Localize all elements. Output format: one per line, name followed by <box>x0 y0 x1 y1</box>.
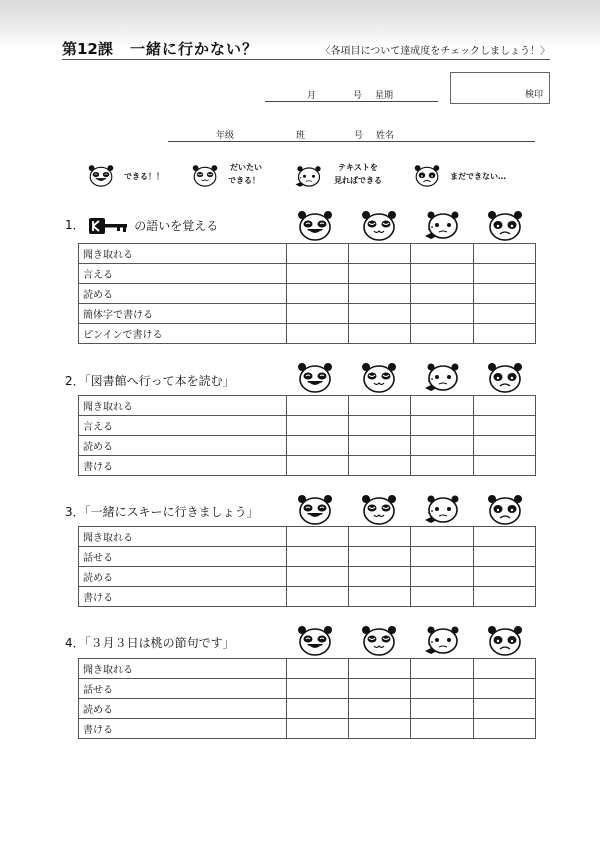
teacher-check-box[interactable] <box>450 72 550 104</box>
skill-label: 読める <box>79 567 287 587</box>
section-number: 2． <box>65 374 85 388</box>
check-cell[interactable] <box>348 699 410 719</box>
check-cell[interactable] <box>473 699 535 719</box>
skill-label: 読める <box>79 436 287 456</box>
legend-item-mostly <box>192 162 282 192</box>
check-cell[interactable] <box>286 436 348 456</box>
check-cell[interactable] <box>473 264 535 284</box>
check-cell[interactable] <box>348 456 410 476</box>
check-cell[interactable] <box>411 264 473 284</box>
check-cell[interactable] <box>286 456 348 476</box>
book-panda-icon <box>294 164 324 190</box>
skill-label: 言える <box>79 416 287 436</box>
content-panda-icon <box>361 362 397 394</box>
legend-label-line1: テキストを <box>338 163 378 172</box>
check-cell[interactable] <box>473 396 535 416</box>
check-cell[interactable] <box>473 456 535 476</box>
table-row <box>79 567 536 587</box>
check-cell[interactable] <box>473 659 535 679</box>
skill-label: 言える <box>79 264 287 284</box>
check-cell[interactable] <box>411 284 473 304</box>
month-label: 月 <box>307 91 317 101</box>
check-cell[interactable] <box>286 396 348 416</box>
check-cell[interactable] <box>286 264 348 284</box>
check-cell[interactable] <box>348 284 410 304</box>
check-cell[interactable] <box>473 284 535 304</box>
check-cell[interactable] <box>473 416 535 436</box>
check-cell[interactable] <box>348 567 410 587</box>
check-cell[interactable] <box>411 456 473 476</box>
section-2-face-headers <box>297 362 537 398</box>
sad-panda-icon <box>487 625 523 657</box>
check-cell[interactable] <box>348 304 410 324</box>
table-row <box>79 324 536 344</box>
check-cell[interactable] <box>348 527 410 547</box>
book-panda-icon <box>423 362 463 394</box>
legend-label: できる！！ <box>124 172 164 181</box>
number-label: 号 <box>354 131 364 141</box>
table-row <box>79 587 536 607</box>
table-row <box>79 304 536 324</box>
skill-label: 読める <box>79 284 287 304</box>
section-4-face-headers <box>297 625 537 661</box>
check-cell[interactable] <box>286 587 348 607</box>
check-cell[interactable] <box>286 284 348 304</box>
check-cell[interactable] <box>286 547 348 567</box>
check-cell[interactable] <box>411 396 473 416</box>
check-cell[interactable] <box>411 567 473 587</box>
title-row <box>62 34 550 60</box>
section-2-title <box>65 372 235 389</box>
smile-panda-icon <box>297 210 333 242</box>
table-row <box>79 527 536 547</box>
table-row <box>79 396 536 416</box>
content-panda-icon <box>192 164 218 188</box>
table-row <box>79 719 536 739</box>
sad-panda-icon <box>487 210 523 242</box>
section-1-face-headers <box>297 210 537 246</box>
table-row <box>79 659 536 679</box>
check-cell[interactable] <box>411 587 473 607</box>
section-4-title <box>65 634 235 651</box>
date-line[interactable] <box>265 88 438 102</box>
check-cell[interactable] <box>286 324 348 344</box>
check-cell[interactable] <box>473 719 535 739</box>
skill-label: 書ける <box>79 719 287 739</box>
lesson-title: 一緒に行かない？ <box>130 40 259 58</box>
check-cell[interactable] <box>473 436 535 456</box>
skill-label: 書ける <box>79 587 287 607</box>
class-label: 班 <box>296 131 306 141</box>
skill-label: 書ける <box>79 456 287 476</box>
section-2-table <box>78 395 536 476</box>
table-row <box>79 416 536 436</box>
check-cell[interactable] <box>411 324 473 344</box>
legend-item-with-text <box>294 162 404 192</box>
smile-panda-icon <box>297 494 333 526</box>
table-row <box>79 699 536 719</box>
smile-panda-icon <box>297 625 333 657</box>
smile-panda-icon <box>88 164 114 188</box>
content-panda-icon <box>361 625 397 657</box>
table-row <box>79 547 536 567</box>
check-cell[interactable] <box>473 244 535 264</box>
skill-label: 話せる <box>79 547 287 567</box>
check-cell[interactable] <box>411 547 473 567</box>
section-title-text: 「図書館へ行って本を読む」 <box>84 374 235 388</box>
check-cell[interactable] <box>348 679 410 699</box>
book-panda-icon <box>423 210 463 242</box>
check-cell[interactable] <box>286 244 348 264</box>
section-title-text: の語いを覚える <box>134 219 219 233</box>
section-1-title <box>65 216 218 235</box>
check-cell[interactable] <box>348 324 410 344</box>
check-cell[interactable] <box>286 567 348 587</box>
legend-label-line1: だいたい <box>230 163 262 172</box>
skill-label: 聞き取れる <box>79 244 287 264</box>
check-cell[interactable] <box>348 244 410 264</box>
instruction-text: 〈各項目について達成度をチェックしましょう！〉 <box>320 46 550 57</box>
lesson-number: 第12課 <box>62 40 113 58</box>
check-cell[interactable] <box>286 679 348 699</box>
student-info-line[interactable] <box>168 128 535 142</box>
sad-panda-icon <box>414 164 440 188</box>
day-label: 号 <box>353 91 363 101</box>
check-cell[interactable] <box>286 659 348 679</box>
book-panda-icon <box>423 625 463 657</box>
table-row <box>79 244 536 264</box>
table-row <box>79 264 536 284</box>
table-row <box>79 284 536 304</box>
section-1-table <box>78 243 536 344</box>
check-cell[interactable] <box>411 244 473 264</box>
check-cell[interactable] <box>473 527 535 547</box>
check-cell[interactable] <box>348 587 410 607</box>
skill-label: 聞き取れる <box>79 396 287 416</box>
check-cell[interactable] <box>411 699 473 719</box>
check-cell[interactable] <box>286 304 348 324</box>
section-title-text: 「一緒にスキーに行きましょう」 <box>84 505 259 519</box>
legend-label-line2: 見ればできる <box>334 176 382 185</box>
check-cell[interactable] <box>473 324 535 344</box>
section-3-face-headers <box>297 494 537 530</box>
check-cell[interactable] <box>286 719 348 739</box>
section-number: 1． <box>65 218 85 232</box>
weekday-label: 星期 <box>375 91 394 101</box>
grade-label: 年级 <box>216 131 235 141</box>
section-number: 4． <box>65 636 85 650</box>
check-cell[interactable] <box>348 396 410 416</box>
smile-panda-icon <box>297 362 333 394</box>
check-cell[interactable] <box>286 416 348 436</box>
section-title-text: 「３月３日は桃の節句です」 <box>84 636 235 650</box>
skill-label: 聞き取れる <box>79 527 287 547</box>
name-label: 姓名 <box>376 131 395 141</box>
check-cell[interactable] <box>411 679 473 699</box>
key-icon <box>88 217 130 235</box>
sad-panda-icon <box>487 494 523 526</box>
check-cell[interactable] <box>348 264 410 284</box>
legend-item-cannot <box>414 162 534 192</box>
section-3-title <box>65 503 259 520</box>
section-4-table <box>78 658 536 739</box>
check-cell[interactable] <box>286 527 348 547</box>
check-cell[interactable] <box>411 416 473 436</box>
check-cell[interactable] <box>348 416 410 436</box>
check-cell[interactable] <box>411 527 473 547</box>
check-cell[interactable] <box>348 719 410 739</box>
skill-label: ピンインで書ける <box>79 324 287 344</box>
check-cell[interactable] <box>473 587 535 607</box>
book-panda-icon <box>423 494 463 526</box>
check-cell[interactable] <box>411 436 473 456</box>
table-row <box>79 436 536 456</box>
legend-label: まだできない… <box>450 172 506 181</box>
section-number: 3． <box>65 505 85 519</box>
check-cell[interactable] <box>411 659 473 679</box>
check-cell[interactable] <box>348 659 410 679</box>
check-cell[interactable] <box>473 679 535 699</box>
check-cell[interactable] <box>473 547 535 567</box>
table-row <box>79 456 536 476</box>
content-panda-icon <box>361 210 397 242</box>
check-cell[interactable] <box>411 304 473 324</box>
section-3-table <box>78 526 536 607</box>
content-panda-icon <box>361 494 397 526</box>
legend-label-line2: できる！ <box>228 176 260 185</box>
check-cell[interactable] <box>348 547 410 567</box>
check-cell[interactable] <box>473 304 535 324</box>
check-cell[interactable] <box>411 719 473 739</box>
legend-item-can-do <box>88 162 178 192</box>
check-cell[interactable] <box>348 436 410 456</box>
skill-label: 聞き取れる <box>79 659 287 679</box>
check-cell[interactable] <box>473 567 535 587</box>
skill-label: 読める <box>79 699 287 719</box>
table-row <box>79 679 536 699</box>
skill-label: 話せる <box>79 679 287 699</box>
skill-label: 簡体字で書ける <box>79 304 287 324</box>
check-cell[interactable] <box>286 699 348 719</box>
check-label: 検印 <box>524 90 543 100</box>
sad-panda-icon <box>487 362 523 394</box>
